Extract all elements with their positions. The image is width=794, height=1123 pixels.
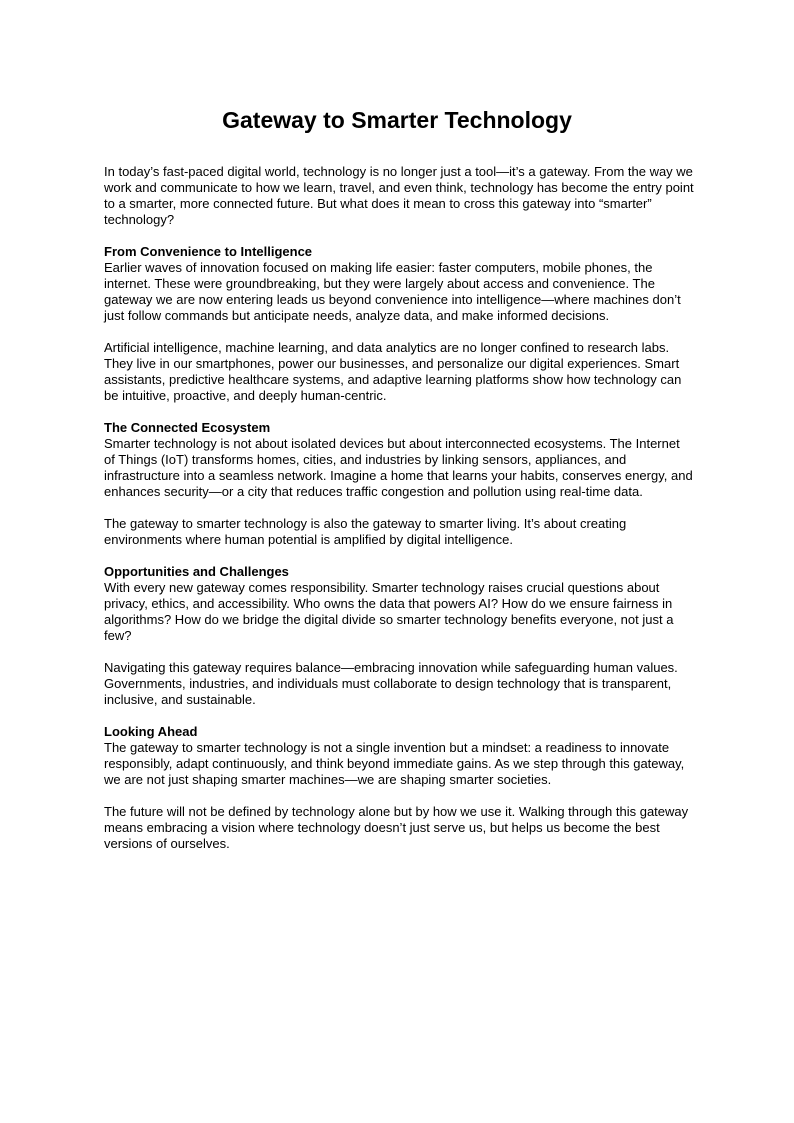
section-paragraph: Artificial intelligence, machine learning, and data analytics are no longer confined to research labs. They live in our smartphones, power our businesses, and personalize our digital experiences. Smart assistants, predictive healthcare systems, and adaptive learning platforms show how technology can be intuitive, proactive, and deeply human-centric.	[104, 340, 682, 403]
section-heading: Opportunities and Challenges	[104, 564, 289, 579]
section-paragraph: The future will not be defined by technology alone but by how we use it. Walking through this gateway means embracing a vision where technology doesn’t just serve us, but helps us become the best versions of ourselves.	[104, 804, 689, 851]
section-paragraph: With every new gateway comes responsibility. Smarter technology raises crucial questions about privacy, ethics, and accessibility. Who owns the data that powers AI? How do we ensure fairness in algorithms? How do we bridge the digital divide so smarter technology benefits everyone, not just a few?	[104, 580, 674, 643]
section-connected-ecosystem	[104, 420, 694, 548]
document-title: Gateway to Smarter Technology	[222, 107, 572, 133]
section-paragraph: The gateway to smarter technology is also the gateway to smarter living. It’s about creating environments where human potential is amplified by digital intelligence.	[104, 516, 627, 547]
section-opportunities-challenges	[104, 564, 694, 708]
section-looking-ahead	[104, 724, 694, 852]
section-convenience-to-intelligence	[104, 244, 694, 404]
section-paragraph: The gateway to smarter technology is not a single invention but a mindset: a readiness to innovate responsibly, adapt continuously, and think beyond immediate gains. As we step through this gateway, we are not just shaping smarter machines—we are shaping smarter societies.	[104, 740, 685, 787]
section-heading: Looking Ahead	[104, 724, 198, 739]
section-heading: From Convenience to Intelligence	[104, 244, 313, 259]
section-paragraph: Earlier waves of innovation focused on making life easier: faster computers, mobile phones, the internet. These were groundbreaking, but they were largely about access and convenience. The gateway we are now entering leads us beyond convenience into intelligence—where machines don’t just follow commands but anticipate needs, analyze data, and make informed decisions.	[104, 260, 681, 323]
section-heading: The Connected Ecosystem	[104, 420, 271, 435]
intro-paragraph: In today’s fast-paced digital world, technology is no longer just a tool—it’s a gateway. From the way we work and communicate to how we learn, travel, and even think, technology has become the entry point to a smarter, more connected future. But what does it mean to cross this gateway into “smarter” technology?	[104, 164, 694, 227]
section-paragraph: Smarter technology is not about isolated devices but about interconnected ecosystems. The Internet of Things (IoT) transforms homes, cities, and industries by linking sensors, appliances, and infrastructure into a seamless network. Imagine a home that learns your habits, conserves energy, and enhances security—or a city that reduces traffic congestion and pollution using real-time data.	[104, 436, 693, 499]
document-content	[104, 164, 694, 868]
section-paragraph: Navigating this gateway requires balance—embracing innovation while safeguarding human values. Governments, industries, and individuals must collaborate to design technology that is transparent, inclusive, and sustainable.	[104, 660, 678, 707]
